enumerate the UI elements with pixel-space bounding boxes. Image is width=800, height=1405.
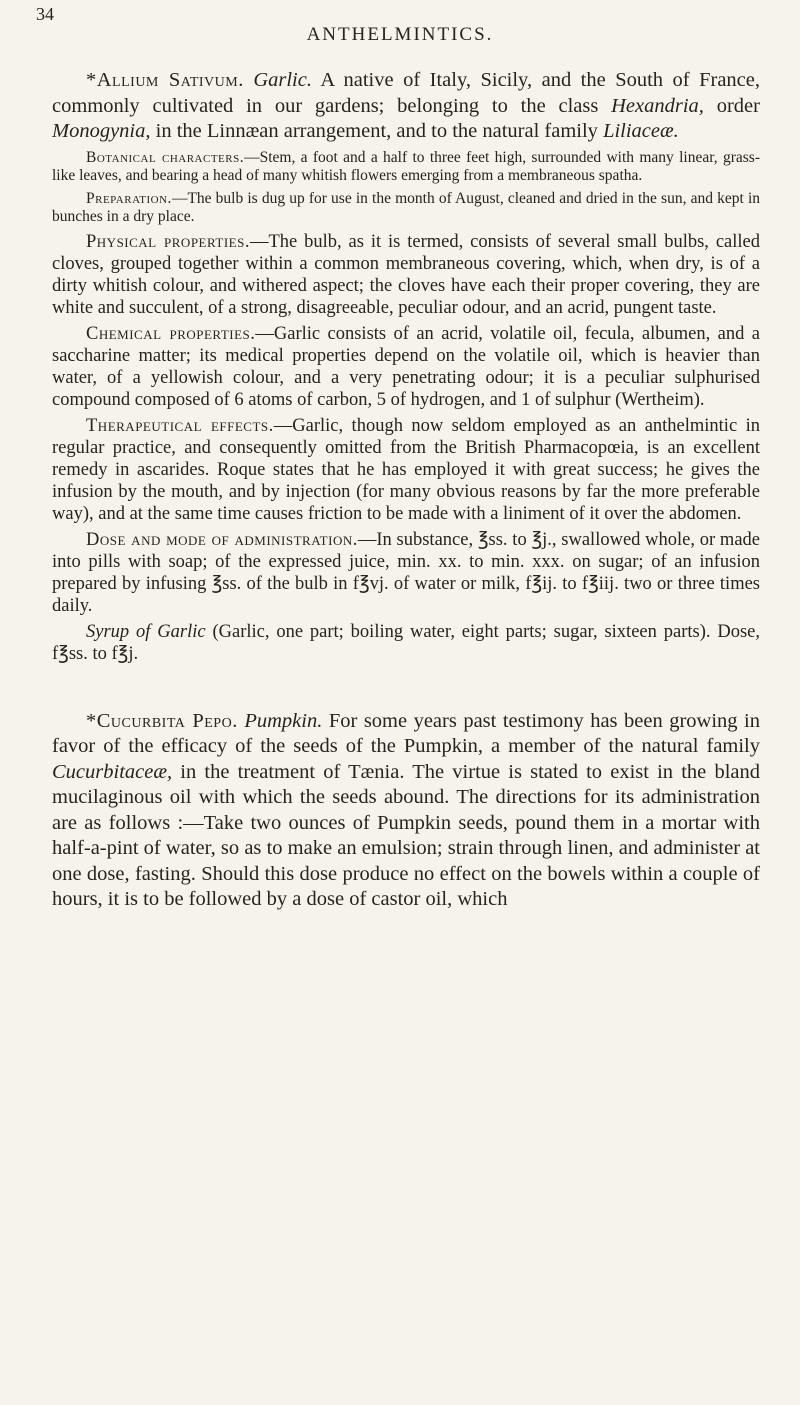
physical-properties: Physical properties.—The bulb, as it is termed, consists of several small bulbs, called cloves, grouped together within a common membraneous covering, which, when dry, is of a dirty whitish colour, and withered aspect; the cloves have each their proper covering, they are white and succulent, of a strong, disagreeable, peculiar odour, and an acrid, pungent taste. <box>52 231 761 318</box>
botanical-characters: Botanical characters.—Stem, a foot and a half to three feet high, surrounded with many linear, grass-like leaves, and bearing a head of many whitish flowers emerging from a membraneous spatha. <box>52 148 760 184</box>
allium-heading: *Allium Sativum. <box>86 69 244 91</box>
dose-and-administration: Dose and mode of administration.—In substance, ℥ss. to ℥j., swallowed whole, or made into pills with soap; of the expressed juice, min. xx. to min. xxx. on sugar; of an infusion prepared by infusing ℥ss. of the bulb in f℥vj. of water or milk, f℥ij. to f℥iij. two or three times daily. <box>52 529 760 616</box>
body-text <box>52 68 760 913</box>
running-head: ANTHELMINTICS. <box>306 24 494 45</box>
allium-common-name: Garlic. <box>253 69 312 91</box>
cucurbita-paragraph: *Cucurbita Pepo. Pumpkin. For some years past testimony has been growing in favor of the efficacy of the seeds of the Pumpkin, a member of the natural family Cucurbitaceæ, in the treatment of Tænia. The virtue is stated to exist in the bland mucilaginous oil with which the seeds abound. The directions for its administration are as follows :—Take two ounces of Pumpkin seeds, pound them in a mortar with half-a-pint of water, so as to make an emulsion; strain through linen, and administer at one dose, fasting. Should this dose produce no effect on the bowels within a couple of hours, it is to be followed by a dose of castor oil, which <box>52 709 760 910</box>
page-number: 34 <box>36 4 54 24</box>
cucurbita-common-name: Pumpkin. <box>244 709 323 732</box>
preparation: Preparation.—The bulb is dug up for use in the month of August, cleaned and dried in the sun, and kept in bunches in a dry place. <box>52 189 760 225</box>
syrup-of-garlic: Syrup of Garlic (Garlic, one part; boiling water, eight parts; sugar, sixteen parts). Dose, f℥ss. to f℥j. <box>52 621 760 664</box>
section-gap <box>52 665 760 709</box>
chemical-properties: Chemical properties.—Garlic consists of an acrid, volatile oil, fecula, albumen, and a saccharine matter; its medical properties depend on the volatile oil, which is heavier than water, of a yellowish colour, and a very penetrating odour; it is a peculiar sulphurised compound composed of 6 atoms of carbon, 5 of hydrogen, and 1 of sulphur (Wertheim). <box>52 323 760 410</box>
allium-intro: *Allium Sativum. Garlic. A native of Italy, Sicily, and the South of France, commonly cultivated in our gardens; belonging to the class Hexandria, order Monogynia, in the Linnæan arrangement, and to the natural family Liliaceæ. <box>52 69 760 142</box>
cucurbita-heading: *Cucurbita Pepo. <box>86 709 238 732</box>
therapeutical-effects: Therapeutical effects.—Garlic, though now seldom employed as an anthelmintic in regular practice, and consequently omitted from the British Pharmacopœia, is an excellent remedy in ascarides. Roque states that he has employed it with great success; he gives the infusion by the mouth, and by injection (for many obvious reasons by far the more preferable way), and at the same time causes friction to be made with a liniment of it over the abdomen. <box>52 415 760 524</box>
